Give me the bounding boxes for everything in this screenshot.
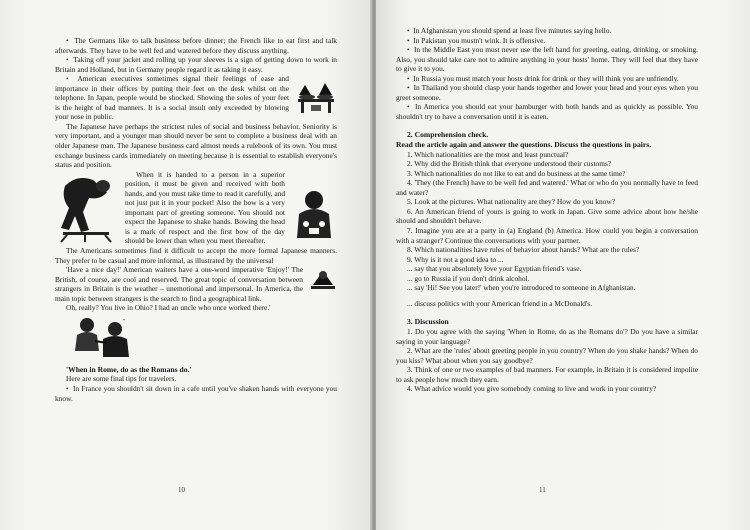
question-subitem: ... discuss politics with your American friend in a McDonald's.: [407, 298, 593, 308]
discussion-item: 2. What are the 'rules' about greeting people in you country? When do you shake hands? When do you kiss? What about when you say goodbye?: [396, 346, 698, 365]
page-number: 11: [539, 486, 546, 494]
question-item: 7. Imagine you are at a party in (a) England (b) America. How could you begin a conversation with a stranger? Continue the conversations with your partner.: [396, 226, 698, 245]
question-item: 5. Look at the pictures. What nationality are they? How do you know?: [407, 197, 615, 207]
question-subitem: ... say that you absolutely love your Egyptian friend's vase.: [407, 264, 582, 274]
question-item: 8. Which nationalities have rules of behavior about hands? What are the rules?: [407, 245, 640, 255]
paragraph: Oh, really? You live in Ohio? I had an uncle who once worked there.': [66, 303, 271, 313]
right-page-text: [396, 26, 698, 394]
page-number: 10: [178, 486, 185, 494]
question-item: 9. Why is it not a good idea to ...: [407, 254, 504, 264]
bowing-man-illustration: [55, 172, 117, 244]
section-title: 2. Comprehension check.: [407, 130, 489, 140]
waiter-illustration: [309, 267, 337, 291]
people-greeting-illustration: [73, 315, 337, 363]
paragraph: • In France you shouldn't sit down in a cafe until you've shaken hands with everyone you know.: [55, 384, 337, 403]
paragraph: 'Have a nice day!' American waiters have a one-word imperative 'Enjoy!' The British, of course, are cool and reserved. The great topic of conversation between strangers in Britain is the weather – unemotional and impersonal. In America, the main topic between strangers is the search to find a geographical link.: [55, 265, 303, 303]
paragraph: The Americans sometimes find it difficult to accept the more formal Japanese manners. They prefer to be casual and more informal, as illustrated by the universal: [55, 246, 337, 265]
paragraph: Here are some final tips for travelers.: [66, 374, 177, 384]
discussion-item: 1. Do you agree with the saying 'When in Rome, do as the Romans do'? Do you have a similar saying in your language?: [396, 327, 698, 346]
tip-item: • In Pakistan you mustn't wink. It is offensive.: [396, 36, 698, 46]
tip-item: • In America you should eat your hamburger with both hands and as quickly as possible. You shouldn't try to have a conversation until it is eaten.: [396, 102, 698, 121]
left-page: [0, 0, 372, 530]
paragraph: • The Germans like to talk business before dinner; the French like to eat first and talk afterwards. They have to be well fed and watered before they discuss anything.: [55, 36, 337, 55]
discussion-item: 4. What advice would you give somebody coming to live and work in your country?: [407, 384, 657, 394]
question-item: 2. Why did the British think that everyone understood their customs?: [407, 159, 612, 169]
right-page: [376, 0, 750, 530]
business-card-figures-illustration: [291, 188, 337, 244]
svg-text:": ": [123, 318, 126, 325]
feet-on-desk-illustration: [295, 77, 337, 115]
tip-item: • In Russia you must match your hosts drink for drink or they will think you are unfriendly.: [396, 74, 698, 84]
tip-item: • In Thailand you should clasp your hands together and lower your head and your eyes when you greet someone.: [396, 83, 698, 102]
question-item: 6. An American friend of yours is going to work in Japan. Give some advice about how he/she should and shouldn't behave.: [396, 206, 698, 226]
left-page-text: [55, 36, 337, 403]
tip-item: • In Afghanistan you should spend at least five minutes saying hello.: [396, 26, 698, 36]
section-title: 3. Discussion: [407, 317, 449, 327]
question-subitem: ... say 'Hi! See you later!' when you're introduced to someone in Afghanistan.: [407, 283, 636, 293]
discussion-item: 3. Think of one or two examples of bad manners. For example, in Britain it is considered impolite to ask people how much they earn.: [396, 365, 698, 384]
paragraph: The Japanese have perhaps the strictest rules of social and business behavior. Seniority is very important, and a younger man should never be sent to complete a business deal with an older Japanese man. The Japanese business card almost needs a rulebook of its own. You must exchange business cards immediately on meeting because it is essential to establish everyone's status and position.: [55, 121, 337, 170]
section-heading: 'When in Rome, do as the Romans do.': [66, 364, 192, 374]
tip-item: • In the Middle East you must never use the left hand for greeting, eating, drinking, or smoking. Also, you should take care not to admire anything in your hosts' home. They will feel that they have to give it to you.: [396, 45, 698, 74]
question-item: 4. 'They (the French) have to be well fed and watered.' What or who do you normally have to feed and water?: [396, 178, 698, 197]
paragraph: When it is handed to a person in a superior position, it must be given and received with both hands, and you must take time to read it carefully, and not just put it in your pocket! Also the bow is a very important part of greeting someone. You should not expect the Japanese to shake hands. Bowing the head is a mark of respect and the first bow of the day should be lower than when you meet thereafter.: [125, 169, 286, 246]
section-instruction: Read the article again and answer the questions. Discuss the questions in pairs.: [396, 140, 652, 150]
question-subitem: ... go to Russia if you don't drink alcohol.: [407, 273, 530, 283]
question-item: 1. Which nationalities are the most and least punctual?: [407, 149, 569, 159]
paragraph: • Taking off your jacket and rolling up your sleeves is a sign of getting down to work in Britain and Holland, but in Germany people regard it as taking it easy.: [55, 55, 337, 74]
paragraph: • American executives sometimes signal their feelings of ease and importance in their offices by putting their feet on the desk whilst on the telephone. In Japan, people would be shocked. Showing the soles of your feet is the height of bad manners. It is a social insult only exceeded by blowing your nose in public.: [55, 74, 337, 122]
question-item: 3. Which nationalities do not like to eat and do business at the same time?: [407, 168, 626, 178]
